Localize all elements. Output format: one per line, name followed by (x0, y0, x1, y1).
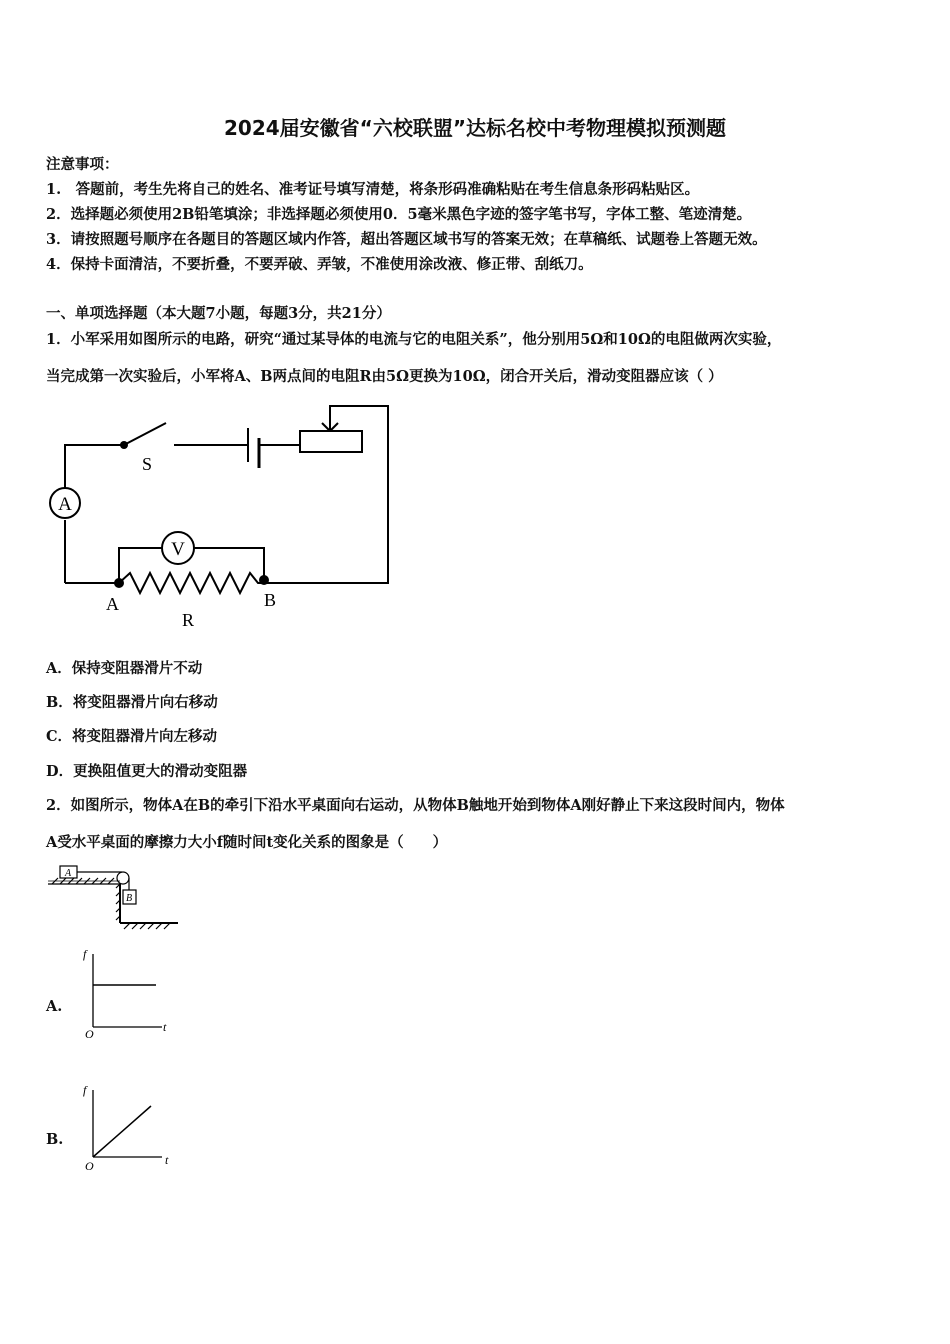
notice-item: 3．请按照题号顺序在各题目的答题区域内作答，超出答题区域书写的答案无效；在草稿纸、试题卷上答题无效。 (46, 231, 767, 248)
question-1-text-line1: 1．小军采用如图所示的电路，研究“通过某导体的电流与它的电阻关系”，他分别用5Ω和10Ω的电阻做两次实验， (46, 331, 782, 348)
origin-label: O (85, 1027, 94, 1040)
notice-item: 2．选择题必须使用2B铅笔填涂；非选择题必须使用0．5毫米黑色字迹的签字笔书写，字体工整、笔迹清楚。 (46, 206, 752, 223)
block-b-label: B (125, 893, 133, 904)
y-axis-label: f (83, 947, 87, 961)
pulley-diagram (44, 860, 184, 935)
section-heading: 一、单项选择题（本大题7小题，每题3分，共21分） (46, 305, 391, 322)
q2-option-a-graph (78, 942, 178, 1040)
q2-option-a-label: A. (46, 998, 63, 1015)
notice-heading: 注意事项： (46, 156, 119, 173)
ammeter-label: A (58, 494, 72, 515)
voltmeter-label: V (171, 539, 185, 560)
q2-option-b-label: B. (46, 1131, 64, 1148)
q1-option-b: B．将变阻器滑片向右移动 (46, 694, 218, 711)
point-a-label: A (106, 594, 119, 614)
q2-option-b-graph (78, 1078, 178, 1176)
resistor-label: R (182, 610, 195, 630)
q1-option-a: A．保持变阻器滑片不动 (46, 660, 203, 677)
q1-option-c: C．将变阻器滑片向左移动 (46, 728, 218, 745)
point-b-label: B (264, 590, 277, 610)
x-axis-label: t (165, 1153, 169, 1167)
y-axis-label: f (83, 1083, 87, 1097)
question-1-text-line2: 当完成第一次实验后，小军将A、B两点间的电阻R由5Ω更换为10Ω，闭合开关后，滑动变阻器应该（ ） (46, 368, 723, 385)
x-axis-label: t (163, 1020, 167, 1034)
notice-item: 4．保持卡面清洁，不要折叠，不要弄破、弄皱，不准使用涂改液、修正带、刮纸刀。 (46, 256, 593, 273)
question-2-text-line1: 2．如图所示，物体A在B的牵引下沿水平桌面向右运动，从物体B触地开始到物体A刚好静止下来这段时间内，物体 (46, 797, 785, 814)
switch-label: S (142, 454, 153, 474)
page-title: 2024届安徽省“六校联盟”达标名校中考物理模拟预测题 (224, 116, 726, 140)
block-a-label: A (64, 868, 72, 879)
question-2-text-line2: A受水平桌面的摩擦力大小f随时间t变化关系的图象是（ ） (46, 834, 448, 851)
circuit-diagram (40, 398, 400, 634)
origin-label: O (85, 1159, 94, 1173)
q1-option-d: D．更换阻值更大的滑动变阻器 (46, 763, 248, 780)
notice-item: 1. 答题前，考生先将自己的姓名、准考证号填写清楚，将条形码准确粘贴在考生信息条形码粘贴区。 (46, 181, 700, 198)
